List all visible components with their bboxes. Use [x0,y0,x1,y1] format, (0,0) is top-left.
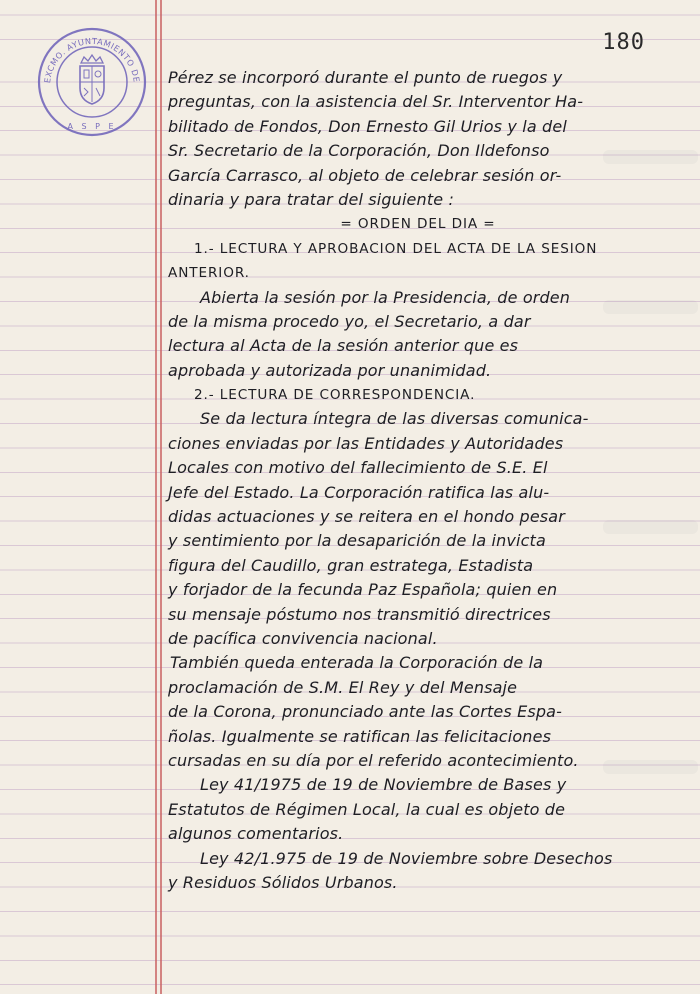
manuscript-line: preguntas, con la asistencia del Sr. Interventor Ha- [168,92,584,112]
manuscript-line: aprobada y autorizada por unanimidad. [168,360,492,380]
manuscript-line: y Residuos Sólidos Urbanos. [168,872,398,892]
manuscript-line: Jefe del Estado. La Corporación ratifica las alu- [168,482,550,502]
coat-of-arms-icon [80,55,104,104]
manuscript-line: = ORDEN DEL DIA = [340,216,496,233]
manuscript-line: García Carrasco, al objeto de celebrar sesión or- [168,165,562,185]
bleed-through-mark [603,520,698,534]
manuscript-line: y forjador de la fecunda Paz Española; quien en [168,580,558,600]
manuscript-line: Locales con motivo del fallecimiento de S.E. El [168,458,548,478]
manuscript-line: proclamación de S.M. El Rey y del Mensaje [168,677,518,697]
manuscript-line: ANTERIOR. [168,265,250,282]
manuscript-line: Se da lectura íntegra de las diversas comunica- [200,409,589,429]
bleed-through-mark [603,150,698,164]
manuscript-line: bilitado de Fondos, Don Ernesto Gil Urios y la del [168,116,567,136]
manuscript-line: su mensaje póstumo nos transmitió directrices [168,604,551,624]
manuscript-line: Abierta la sesión por la Presidencia, de orden [200,287,571,307]
manuscript-line: didas actuaciones y se reitera en el hondo pesar [168,507,565,527]
manuscript-line: Ley 42/1.975 de 19 de Noviembre sobre Desechos [200,848,613,868]
svg-text:EXCMO. AYUNTAMIENTO DE: EXCMO. AYUNTAMIENTO DE [42,35,142,84]
manuscript-line: 2.- LECTURA DE CORRESPONDENCIA. [194,387,476,404]
bleed-through-mark [603,300,698,314]
manuscript-line: Ley 41/1975 de 19 de Noviembre de Bases y [200,775,567,795]
manuscript-line: Estatutos de Régimen Local, la cual es objeto de [168,799,566,819]
bleed-through-mark [603,760,698,774]
manuscript-line: de la Corona, pronunciado ante las Cortes Espa- [168,702,563,722]
manuscript-line: de pacífica convivencia nacional. [168,628,438,648]
manuscript-line: 1.- LECTURA Y APROBACION DEL ACTA DE LA SESION [194,240,598,257]
manuscript-line: También queda enterada la Corporación de la [170,653,544,673]
manuscript-line: algunos comentarios. [168,824,344,844]
manuscript-line: ciones enviadas por las Entidades y Autoridades [168,433,564,453]
manuscript-line: ñolas. Igualmente se ratifican las felicitaciones [168,726,552,746]
handwritten-minutes-text [168,66,668,895]
svg-text:A S P E: A S P E [67,122,117,131]
municipal-seal-stamp [36,26,148,138]
manuscript-line: figura del Caudillo, gran estratega, Estadista [168,555,534,575]
manuscript-line: cursadas en su día por el referido acontecimiento. [168,750,579,770]
margin-rule-right [160,0,162,994]
manuscript-line: dinaria y para tratar del siguiente : [168,189,455,209]
margin-rule-left [155,0,157,994]
manuscript-line: y sentimiento por la desaparición de la invicta [168,531,546,551]
manuscript-line: lectura al Acta de la sesión anterior que es [168,336,519,356]
page-number: 180 [602,30,645,55]
manuscript-line: Sr. Secretario de la Corporación, Don Ildefonso [168,141,550,161]
manuscript-line: Pérez se incorporó durante el punto de ruegos y [168,68,563,87]
manuscript-line: de la misma procedo yo, el Secretario, a dar [168,311,531,331]
